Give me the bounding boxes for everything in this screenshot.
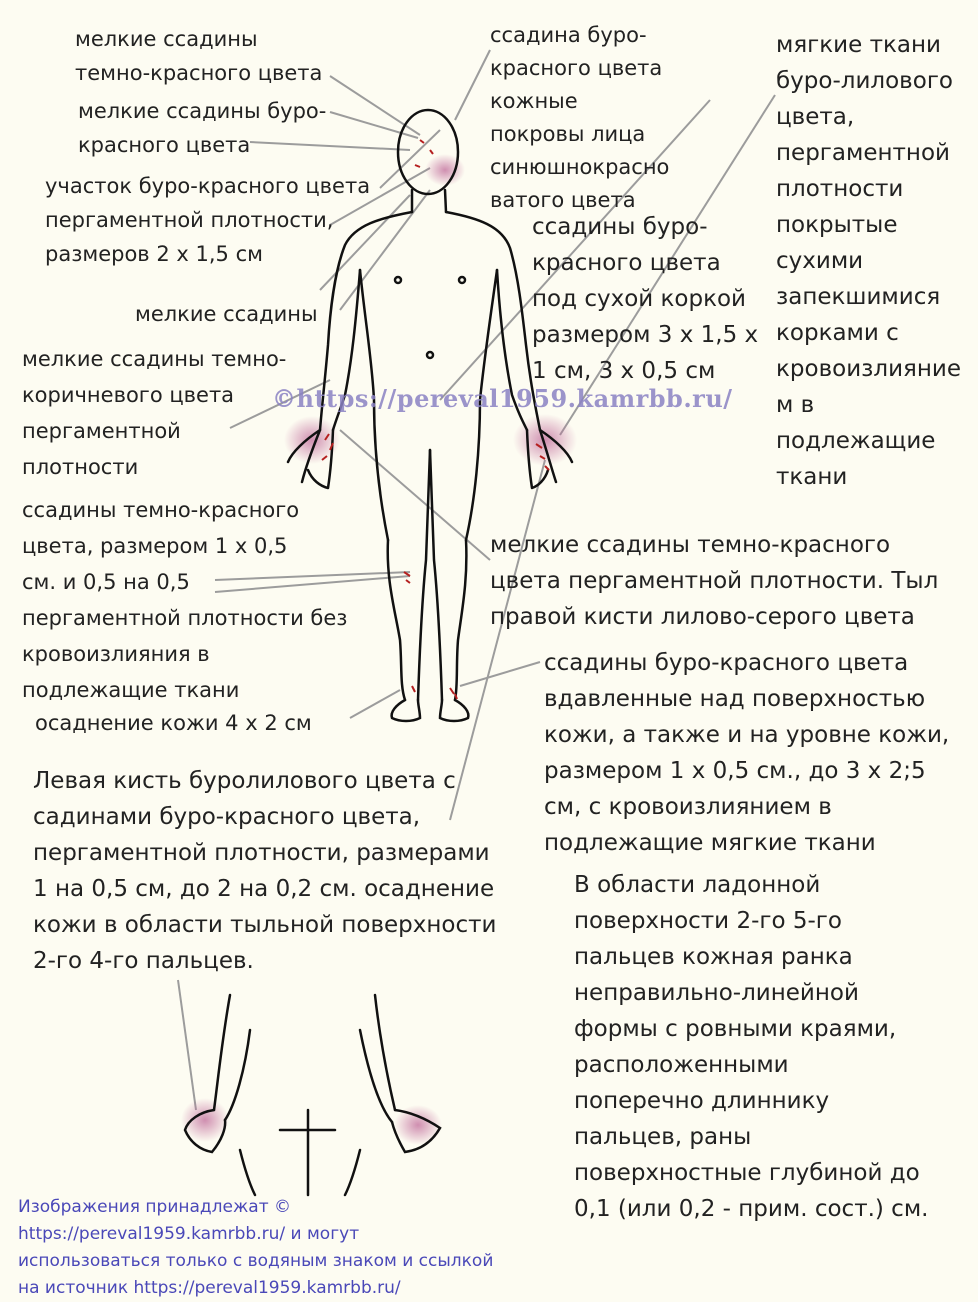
label-face-abrasion: ссадина буро- красного цвета кожные покровы лица синюшнокрасно ватого цвета xyxy=(490,23,670,212)
label-parchment-area: участок буро-красного цвета пергаментной плотности, размеров 2 х 1,5 см xyxy=(45,174,371,266)
watermark: ©https://pereval1959.kamrbb.ru/ xyxy=(272,384,733,413)
label-soft-tissue: мягкие ткани буро-лилового цвета, пергаментной плотности покрытые сухими запекшимися корками с кровоизлияние м в подлежащие ткани xyxy=(776,32,961,490)
label-small-abrasions: мелкие ссадины xyxy=(135,302,318,326)
label-palm-wounds: В области ладонной поверхности 2-го 5-го пальцев кожная ранка неправильно-линейной формы с ровными краями, расположенными поперечно длиннику пальцев, раны поверхностные глубиной до 0,1 (или 0,2 - прим. сост.) см. xyxy=(574,872,929,1222)
label-small-abrasions-brown-red: мелкие ссадины буро- красного цвета xyxy=(78,99,327,157)
label-pressed-abrasions: ссадины буро-красного цвета вдавленные над поверхностью кожи, а также и на уровне кожи, размером 1 х 0,5 см., до 3 х 2;5 см, с кровоизлиянием в подлежащие мягкие ткани xyxy=(544,650,950,856)
label-dark-brown-abrasions: мелкие ссадины темно- коричневого цвета пергаментной плотности xyxy=(22,347,287,479)
label-dry-crust-abrasions: ссадины буро- красного цвета под сухой коркой размером 3 х 1,5 х 1 см, 3 х 0,5 см xyxy=(532,214,759,384)
head xyxy=(398,110,458,194)
label-skin-abrasion-4x2: осаднение кожи 4 х 2 см xyxy=(35,711,312,735)
label-small-abrasions-dark-red: мелкие ссадины темно-красного цвета xyxy=(75,27,323,85)
label-left-hand: Левая кисть буролилового цвета с садинами буро-красного цвета, пергаментной плотности, размерами 1 на 0,5 см, до 2 на 0,2 см. осаднение кожи в области тыльной поверхности 2-го 4-го пальцев. xyxy=(33,768,497,974)
copyright-notice: Изображения принадлежат © https://pereval1959.kamrbb.ru/ и могут использоваться только с водяным знаком и ссылкой на источник https://pereval1959.kamrbb.ru/ xyxy=(18,1197,494,1298)
label-right-hand-back: мелкие ссадины темно-красного цвета пергаментной плотности. Тыл правой кисти лилово-серого цвета xyxy=(490,532,939,630)
label-dark-red-abrasions-knee: ссадины темно-красного цвета, размером 1 х 0,5 см. и 0,5 на 0,5 пергаментной плотности без кровоизлияния в подлежащие ткани xyxy=(22,498,348,702)
